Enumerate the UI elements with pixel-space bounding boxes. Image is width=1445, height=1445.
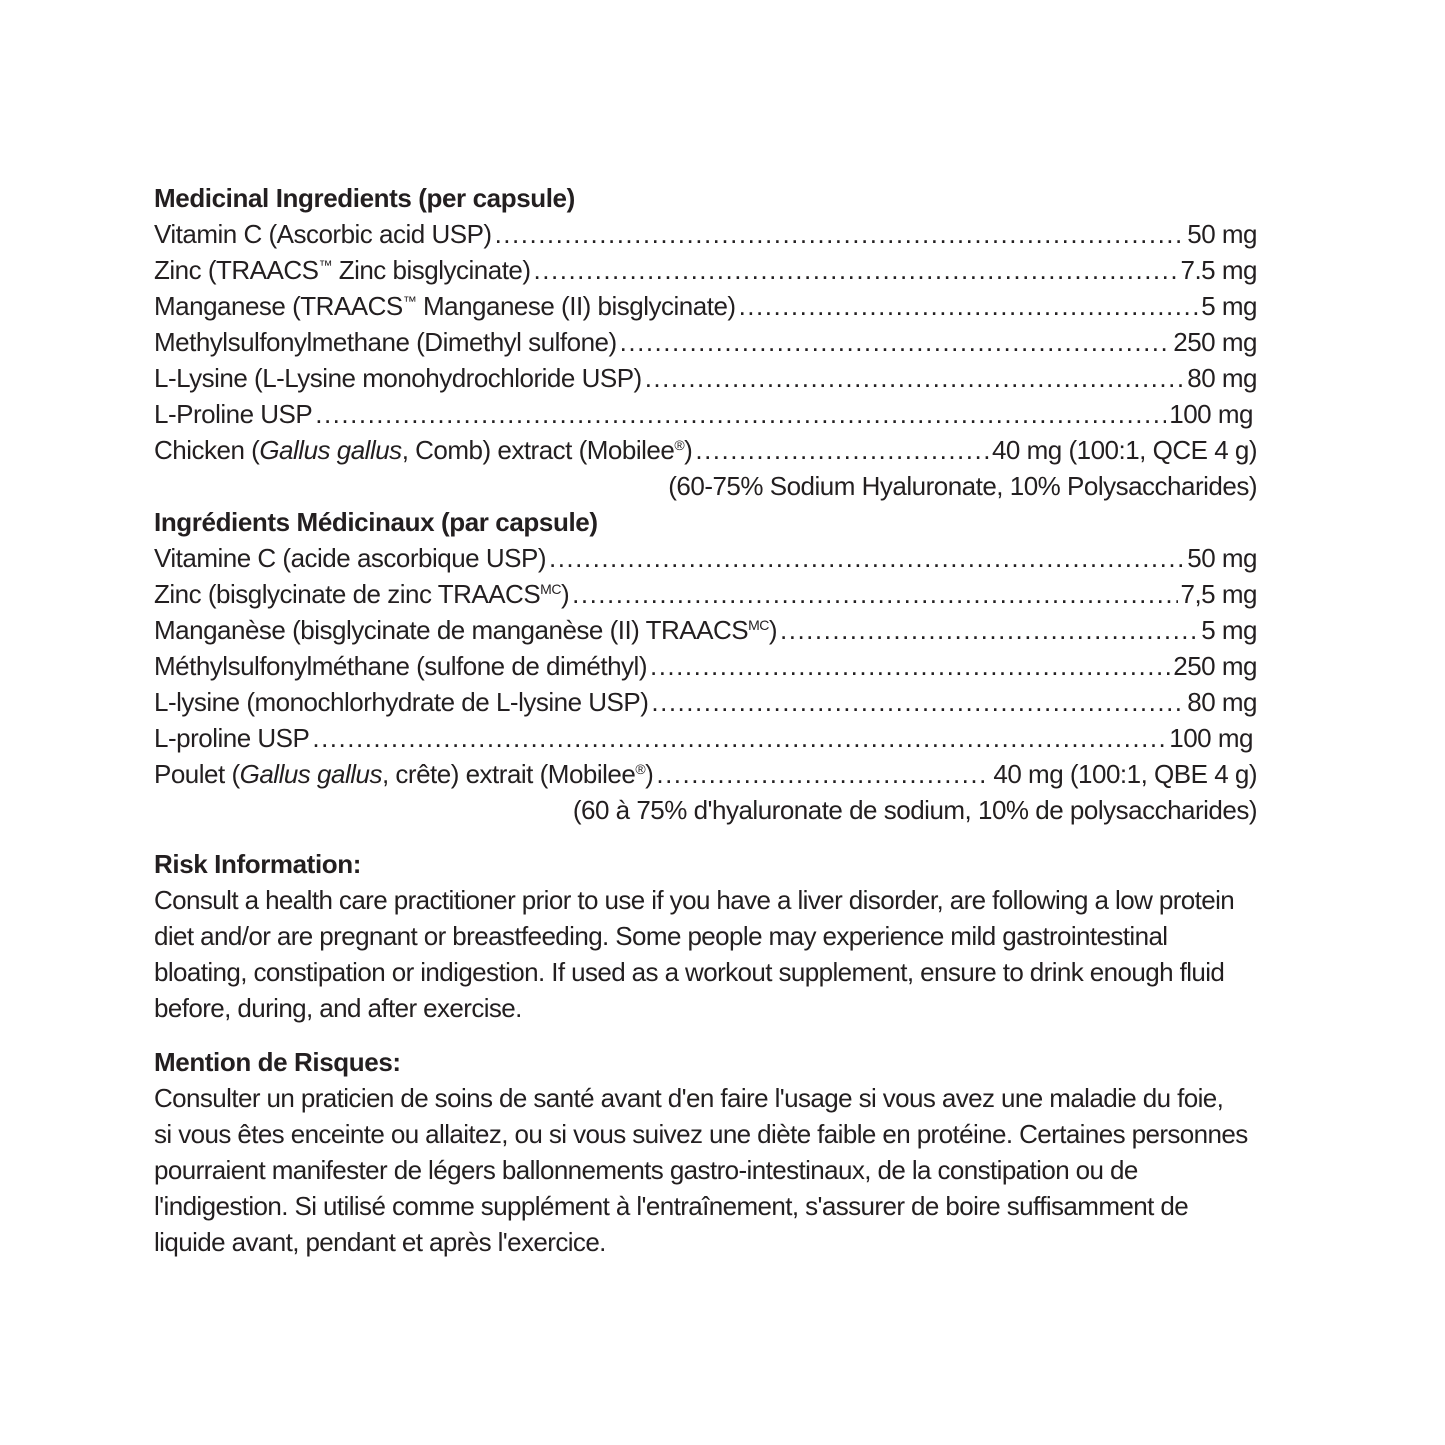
paragraph-line: Consulter un praticien de soins de santé avant d'en faire l'usage si vous avez une maladie du foie, [154, 1083, 1224, 1113]
ingredient-row [154, 288, 1257, 324]
paragraph-line: before, during, and after exercise. [154, 993, 522, 1023]
ingredient-row [154, 360, 1257, 396]
section-title: Mention de Risques: [154, 1047, 401, 1077]
ingredient-amount: 100 mg [1169, 723, 1253, 753]
ingredient-amount: 250 mg [1173, 327, 1257, 357]
dot-leader [534, 252, 1178, 288]
extract-row [154, 432, 1257, 468]
dot-leader [549, 540, 1184, 576]
dot-leader [780, 612, 1198, 648]
trademark-mark: ™ [318, 257, 332, 273]
ingredient-amount: 5 mg [1201, 615, 1257, 645]
ingredient-row [154, 648, 1257, 684]
dot-leader [312, 720, 1166, 756]
risk-paragraph [154, 1080, 1284, 1260]
ingredient-name: Manganese (TRAACS™ Manganese (II) bisglycinate) [154, 291, 736, 321]
extract-note: (60 à 75% d'hyaluronate de sodium, 10% de polysaccharides) [572, 795, 1257, 825]
dot-leader [695, 432, 989, 468]
ingredient-row [154, 396, 1257, 432]
ingredient-name: Chicken (Gallus gallus, Comb) extract (Mobilee®) [154, 435, 693, 465]
paragraph-line: diet and/or are pregnant or breastfeeding. Some people may experience mild gastrointestinal [154, 921, 1168, 951]
dot-leader [620, 324, 1171, 360]
paragraph-line: bloating, constipation or indigestion. If used as a workout supplement, ensure to drink enough fluid [154, 957, 1225, 987]
registered-mark: ® [674, 437, 685, 453]
ingredient-name: L-proline USP [154, 723, 310, 753]
ingredient-amount: 250 mg [1173, 651, 1257, 681]
ingredient-row [154, 216, 1257, 252]
dot-leader [572, 576, 1177, 612]
ingredient-row [154, 612, 1257, 648]
ingredient-amount: 50 mg [1187, 543, 1257, 573]
paragraph-line: pourraient manifester de légers ballonnements gastro-intestinaux, de la constipation ou de [154, 1155, 1138, 1185]
ingredient-amount: 5 mg [1201, 291, 1257, 321]
ingredient-row [154, 540, 1257, 576]
section-title: Ingrédients Médicinaux (par capsule) [154, 507, 598, 537]
paragraph-line: si vous êtes enceinte ou allaitez, ou si vous suivez une diète faible en protéine. Certaines personnes [154, 1119, 1248, 1149]
ingredient-name: Zinc (bisglycinate de zinc $TRAACS^{MC}$) [154, 579, 570, 609]
ingredient-name: Methylsulfonylmethane (Dimethyl sulfone) [154, 327, 617, 357]
medicinal-ingredients-fr [154, 504, 1257, 828]
ingredient-name: L-Proline USP [154, 399, 313, 429]
ingredient-row [154, 252, 1257, 288]
ingredient-row [154, 720, 1257, 756]
dot-leader [315, 396, 1166, 432]
section-title: Risk Information: [154, 849, 361, 879]
medicinal-ingredients-en [154, 180, 1257, 504]
extract-note: (60-75% Sodium Hyaluronate, 10% Polysaccharides) [668, 471, 1257, 501]
dot-leader [495, 216, 1185, 252]
registered-mark: ® [635, 761, 646, 777]
ingredient-amount: 7,5 mg [1180, 579, 1257, 609]
ingredient-name: L-lysine (monochlorhydrate de L-lysine USP) [154, 687, 649, 717]
ingredient-amount: 7.5 mg [1180, 255, 1257, 285]
ingredient-name: Zinc (TRAACS™ Zinc bisglycinate) [154, 255, 531, 285]
ingredient-amount: 100 mg [1169, 399, 1253, 429]
ingredient-amount: 80 mg [1187, 687, 1257, 717]
ingredient-name: L-Lysine (L-Lysine monohydrochloride USP) [154, 363, 642, 393]
ingredient-row [154, 684, 1257, 720]
risk-paragraph [154, 882, 1284, 1026]
dot-leader [651, 684, 1184, 720]
ingredient-row [154, 576, 1257, 612]
ingredient-amount: 50 mg [1187, 219, 1257, 249]
paragraph-line: Consult a health care practitioner prior to use if you have a liver disorder, are following a low protein [154, 885, 1235, 915]
ingredient-name: Poulet (Gallus gallus, crête) extrait (Mobilee®) [154, 759, 654, 789]
ingredient-row [154, 324, 1257, 360]
trademark-mark: MC [748, 617, 769, 633]
ingredient-amount: 80 mg [1187, 363, 1257, 393]
trademark-mark: MC [540, 581, 561, 597]
trademark-mark: ™ [402, 293, 417, 309]
risk-information-en [154, 846, 1284, 1026]
dot-leader [656, 756, 990, 792]
paragraph-line: liquide avant, pendant et après l'exercice. [154, 1227, 606, 1257]
risk-information-fr [154, 1044, 1284, 1260]
ingredient-amount: 40 mg (100:1, QBE 4 g) [993, 759, 1257, 789]
section-title: Medicinal Ingredients (per capsule) [154, 183, 575, 213]
ingredient-name: Méthylsulfonylméthane (sulfone de diméthyl) [154, 651, 647, 681]
dot-leader [645, 360, 1185, 396]
ingredient-name: Vitamine C (acide ascorbique USP) [154, 543, 546, 573]
dot-leader [650, 648, 1170, 684]
ingredient-name: Vitamin C (Ascorbic acid USP) [154, 219, 492, 249]
dot-leader [739, 288, 1199, 324]
label-panel [154, 180, 1284, 1260]
paragraph-line: l'indigestion. Si utilisé comme supplément à l'entraînement, s'assurer de boire suffisamment de [154, 1191, 1189, 1221]
ingredient-name: Manganèse (bisglycinate de manganèse (II) $TRAACS^{MC}$) [154, 615, 778, 645]
ingredient-amount: 40 mg (100:1, QCE 4 g) [991, 435, 1257, 465]
extract-row [154, 756, 1257, 792]
